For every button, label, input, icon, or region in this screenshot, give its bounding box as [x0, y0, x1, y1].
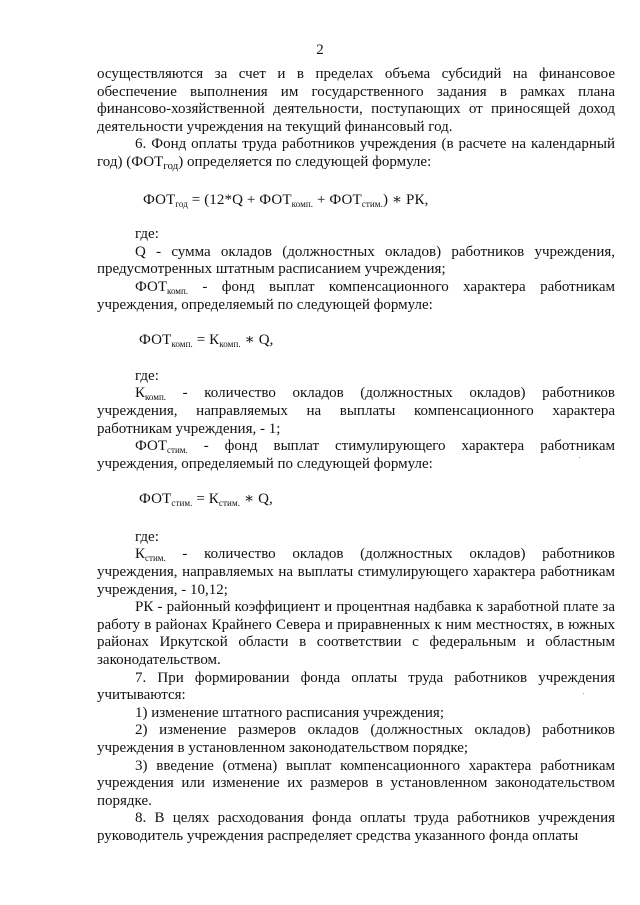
subscript: стим. [145, 553, 166, 564]
formula-part: + ФОТ [313, 191, 362, 208]
where-label: где: [135, 367, 159, 384]
subscript: комп. [171, 339, 193, 350]
text-run: - количество окладов (должностных окладов) работников учреждения, направляемых на выплаты компенсационного характера работникам учреждения, - 1; [97, 385, 615, 437]
formula-part: ∗ Q, [240, 332, 274, 349]
definition-rk: РК - районный коэффициент и процентная надбавка к заработной плате за работу в районах Крайнего Севера и приравненных к ним местностях, в южных районах Иркутской области в соответствии с федеральным и областным законодательством. [97, 599, 615, 669]
subscript: комп. [291, 198, 314, 209]
formula-part: = К [192, 491, 219, 508]
text-run: К [135, 385, 146, 402]
formula-part: = К [192, 332, 220, 349]
text-run: ) определяется по следующей формуле: [178, 153, 432, 170]
subscript: комп. [167, 285, 189, 296]
text-run: - фонд выплат стимулирующего характера работникам учреждения, определяемый по следующей формуле: [97, 438, 615, 472]
formula-fot-stim [97, 491, 615, 509]
definition-q: Q - сумма окладов (должностных окладов) работников учреждения, предусмотренных штатным расписанием учреждения; [97, 243, 615, 278]
formula-part: ФОТ [139, 491, 172, 508]
formula-part: ∗ Q, [240, 491, 273, 508]
list-item-2: 2) изменение размеров окладов (должностных окладов) работников учреждения в установленном законодательством порядке; [97, 722, 615, 756]
subscript: стим. [218, 498, 241, 509]
definition-k-komp [97, 385, 615, 438]
subscript: стим. [361, 198, 383, 209]
paragraph-7: 7. При формировании фонда оплаты труда работников учреждения учитываются: [97, 669, 615, 704]
definition-fot-stim [97, 438, 615, 473]
text-run: ФОТ [135, 438, 168, 455]
text-run: - количество окладов (должностных окладов) работников учреждения, направляемых на выплаты стимулирующего характера работникам учреждения, - 10,12; [97, 546, 615, 598]
formula-part: ) ∗ РК, [382, 191, 429, 208]
subscript: комп. [145, 392, 167, 403]
paragraph-8: 8. В целях расходования фонда оплаты труда работников учреждения руководитель учреждения распределяет средства указанного фонда оплаты [97, 810, 615, 844]
formula-part: ФОТ [143, 191, 176, 208]
scan-speck [579, 457, 580, 458]
paragraph-6 [97, 136, 615, 171]
formula-part: = (12*Q + ФОТ [187, 191, 292, 208]
page-number: 2 [316, 42, 324, 58]
paragraph: осуществляются за счет и в пределах объема субсидий на финансовое обеспечение выполнения им государственного задания в рамках плана финансово-хозяйственной деятельности, поступающих от приносящей доход деятельности учреждения на текущий финансовый год. [97, 66, 615, 135]
formula-fot-god [143, 192, 615, 210]
text-run: ФОТ [135, 278, 168, 295]
scan-speck [583, 693, 584, 694]
subscript: год [163, 159, 179, 172]
formula-part: ФОТ [139, 332, 172, 349]
definition-fot-komp [97, 279, 615, 314]
subscript: год [175, 198, 188, 209]
document-body [97, 66, 615, 846]
where-label: где: [135, 226, 159, 243]
subscript: стим. [167, 445, 188, 456]
formula-fot-komp [97, 332, 615, 350]
definition-k-stim [97, 546, 615, 599]
list-item-1: 1) изменение штатного расписания учреждения; [135, 704, 445, 721]
subscript: стим. [171, 498, 193, 509]
list-item-3: 3) введение (отмена) выплат компенсационного характера работникам учреждения или изменение их размеров в установленном законодательством порядке. [97, 757, 615, 809]
text-run: К [135, 546, 146, 563]
where-label: где: [135, 528, 159, 545]
text-run: - фонд выплат компенсационного характера работникам учреждения, определяемый по следующей формуле: [97, 278, 615, 313]
text-run: 6. Фонд оплаты труда работников учреждения (в расчете на календарный год) (ФОТ [97, 136, 615, 170]
subscript: комп. [219, 339, 241, 350]
